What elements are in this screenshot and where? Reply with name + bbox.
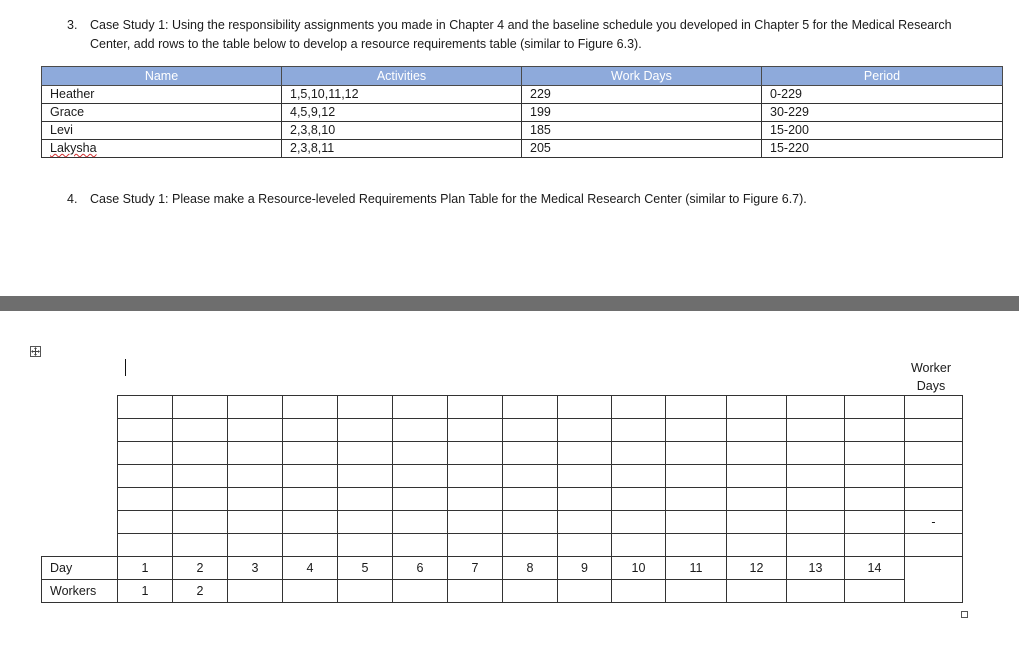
workers-row [42, 580, 963, 603]
worker-days-cell[interactable] [905, 396, 963, 419]
header-activities: Activities [282, 67, 522, 86]
workers-count-cell[interactable] [338, 580, 393, 603]
workers-count-cell[interactable]: 2 [173, 580, 228, 603]
plan-cell[interactable] [448, 442, 503, 465]
plan-cell[interactable] [845, 534, 905, 557]
blank-cell [42, 442, 118, 465]
plan-cell[interactable] [845, 396, 905, 419]
day-number-cell[interactable]: 10 [612, 557, 666, 580]
plan-cell[interactable] [787, 511, 845, 534]
plan-cell[interactable] [393, 442, 448, 465]
plan-cell[interactable] [612, 396, 666, 419]
plan-cell[interactable] [393, 419, 448, 442]
cell-period[interactable]: 15-220 [762, 140, 1003, 158]
day-number-cell[interactable]: 2 [173, 557, 228, 580]
plan-cell[interactable] [283, 465, 338, 488]
plan-cell[interactable] [558, 534, 612, 557]
plan-cell[interactable] [787, 488, 845, 511]
plan-cell[interactable] [845, 419, 905, 442]
plan-cell[interactable] [448, 396, 503, 419]
cell-activities[interactable]: 1,5,10,11,12 [282, 86, 522, 104]
plan-cell[interactable] [666, 396, 727, 419]
plan-cell[interactable] [448, 488, 503, 511]
plan-cell[interactable] [118, 442, 173, 465]
resource-table-header-row [42, 67, 1003, 86]
day-number-cell[interactable]: 9 [558, 557, 612, 580]
plan-cell[interactable] [666, 419, 727, 442]
day-number-cell[interactable]: 3 [228, 557, 283, 580]
plan-cell[interactable] [118, 534, 173, 557]
plan-cell[interactable] [338, 419, 393, 442]
plan-cell[interactable] [448, 511, 503, 534]
question-3 [67, 16, 967, 56]
plan-cell[interactable] [727, 465, 787, 488]
worker-days-cell[interactable] [905, 488, 963, 511]
plan-cell[interactable] [173, 534, 228, 557]
plan-cell[interactable] [727, 419, 787, 442]
plan-cell[interactable] [448, 419, 503, 442]
cell-work-days[interactable]: 229 [522, 86, 762, 104]
plan-cell[interactable] [228, 511, 283, 534]
day-number-cell[interactable]: 13 [787, 557, 845, 580]
plan-cell[interactable] [338, 465, 393, 488]
question-4 [67, 190, 967, 210]
resource-leveled-plan-table [41, 395, 963, 603]
plan-cell[interactable] [558, 465, 612, 488]
worker-days-header: Worker Days [910, 361, 952, 393]
worker-days-cell[interactable] [905, 534, 963, 557]
cell-activities[interactable]: 2,3,8,11 [282, 140, 522, 158]
spellcheck-flagged-word[interactable]: Lakysha [50, 141, 97, 155]
plan-cell[interactable] [393, 396, 448, 419]
plan-cell[interactable] [173, 419, 228, 442]
workers-label: Workers [42, 580, 118, 603]
plan-cell[interactable] [845, 511, 905, 534]
plan-cell[interactable] [503, 442, 558, 465]
plan-cell[interactable] [558, 396, 612, 419]
workers-count-cell[interactable]: 1 [118, 580, 173, 603]
plan-cell[interactable] [558, 442, 612, 465]
plan-cell[interactable] [118, 396, 173, 419]
cell-name[interactable] [42, 140, 282, 158]
plan-cell[interactable] [118, 419, 173, 442]
worker-days-cell[interactable]: - [905, 511, 963, 534]
plan-cell[interactable] [666, 511, 727, 534]
question-4-number: 4. [67, 192, 78, 206]
plan-cell[interactable] [612, 442, 666, 465]
cell-work-days[interactable]: 205 [522, 140, 762, 158]
cell-period[interactable]: 0-229 [762, 86, 1003, 104]
plan-cell[interactable] [787, 419, 845, 442]
plan-cell[interactable] [612, 419, 666, 442]
plan-cell[interactable] [173, 396, 228, 419]
worker-days-cell[interactable] [905, 465, 963, 488]
plan-cell[interactable] [448, 534, 503, 557]
blank-cell [42, 396, 118, 419]
cell-work-days[interactable]: 199 [522, 104, 762, 122]
day-number-cell[interactable]: 12 [727, 557, 787, 580]
day-label: Day [42, 557, 118, 580]
workers-count-cell[interactable] [666, 580, 727, 603]
cell-period[interactable]: 15-200 [762, 122, 1003, 140]
blank-cell [42, 488, 118, 511]
move-icon[interactable] [30, 346, 41, 357]
plan-cell[interactable] [283, 534, 338, 557]
plan-cell[interactable] [558, 419, 612, 442]
plan-cell[interactable] [845, 442, 905, 465]
plan-cell[interactable] [845, 488, 905, 511]
workers-count-cell[interactable] [283, 580, 338, 603]
cell-period[interactable]: 30-229 [762, 104, 1003, 122]
table-row [42, 140, 1003, 158]
plan-cell[interactable] [338, 396, 393, 419]
plan-cell[interactable] [118, 488, 173, 511]
plan-cell[interactable] [612, 511, 666, 534]
header-name: Name [42, 67, 282, 86]
workers-count-cell[interactable] [727, 580, 787, 603]
plan-cell[interactable] [503, 534, 558, 557]
plan-cell[interactable] [787, 396, 845, 419]
plan-cell[interactable] [338, 488, 393, 511]
plan-cell[interactable] [727, 488, 787, 511]
day-number-cell[interactable]: 4 [283, 557, 338, 580]
page-break-separator [0, 296, 1019, 311]
plan-cell[interactable] [228, 534, 283, 557]
plan-cell[interactable] [787, 534, 845, 557]
plan-cell[interactable] [173, 511, 228, 534]
plan-cell[interactable] [173, 488, 228, 511]
plan-cell[interactable] [503, 511, 558, 534]
plan-cell[interactable] [283, 488, 338, 511]
blank-cell [42, 465, 118, 488]
plan-cell[interactable] [173, 442, 228, 465]
table-row [42, 104, 1003, 122]
plan-cell[interactable] [666, 488, 727, 511]
table-row [42, 122, 1003, 140]
day-number-cell[interactable]: 14 [845, 557, 905, 580]
blank-cell [42, 534, 118, 557]
workers-count-cell[interactable] [845, 580, 905, 603]
worker-days-cell[interactable] [905, 419, 963, 442]
plan-cell[interactable] [228, 396, 283, 419]
question-3-text: Case Study 1: Using the responsibility assignments you made in Chapter 4 and the baseline schedule you developed in Chapter 5 for the Medical Research Center, add rows to the table below to develop a resource requirements table (similar to Figure 6.3). [90, 18, 952, 51]
cell-name[interactable]: Grace [42, 104, 282, 122]
plan-cell[interactable] [228, 442, 283, 465]
plan-cell[interactable] [448, 465, 503, 488]
header-work-days: Work Days [522, 67, 762, 86]
plan-cell[interactable] [283, 511, 338, 534]
plan-cell[interactable] [118, 465, 173, 488]
plan-cell[interactable] [393, 511, 448, 534]
plan-cell[interactable] [666, 442, 727, 465]
plan-cell[interactable] [727, 511, 787, 534]
plan-cell[interactable] [558, 488, 612, 511]
plan-cell[interactable] [727, 442, 787, 465]
plan-row [42, 511, 963, 534]
plan-cell[interactable] [338, 442, 393, 465]
workers-count-cell[interactable] [612, 580, 666, 603]
plan-cell[interactable] [845, 465, 905, 488]
plan-cell[interactable] [612, 465, 666, 488]
cell-work-days[interactable]: 185 [522, 122, 762, 140]
plan-cell[interactable] [283, 396, 338, 419]
day-number-cell[interactable]: 8 [503, 557, 558, 580]
cell-activities[interactable]: 2,3,8,10 [282, 122, 522, 140]
plan-row [42, 396, 963, 419]
plan-row [42, 419, 963, 442]
plan-cell[interactable] [283, 442, 338, 465]
plan-row [42, 534, 963, 557]
day-row [42, 557, 963, 580]
plan-cell[interactable] [393, 488, 448, 511]
blank-cell [42, 419, 118, 442]
workers-count-cell[interactable] [503, 580, 558, 603]
day-number-cell[interactable]: 7 [448, 557, 503, 580]
plan-cell[interactable] [173, 465, 228, 488]
question-4-text: Case Study 1: Please make a Resource-leveled Requirements Plan Table for the Medical Research Center (similar to Figure 6.7). [90, 192, 807, 206]
plan-cell[interactable] [228, 465, 283, 488]
plan-row [42, 442, 963, 465]
plan-cell[interactable] [283, 419, 338, 442]
plan-cell[interactable] [118, 511, 173, 534]
day-number-cell[interactable]: 11 [666, 557, 727, 580]
plan-cell[interactable] [727, 534, 787, 557]
blank-cell [42, 511, 118, 534]
plan-cell[interactable] [393, 465, 448, 488]
resize-handle-icon[interactable] [961, 611, 968, 618]
plan-cell[interactable] [612, 534, 666, 557]
plan-cell[interactable] [787, 465, 845, 488]
workers-count-cell[interactable] [558, 580, 612, 603]
plan-cell[interactable] [727, 396, 787, 419]
plan-row [42, 465, 963, 488]
plan-cell[interactable] [228, 419, 283, 442]
worker-days-total-cell[interactable] [905, 557, 963, 603]
plan-cell[interactable] [558, 511, 612, 534]
plan-cell[interactable] [338, 534, 393, 557]
plan-cell[interactable] [666, 534, 727, 557]
day-number-cell[interactable]: 5 [338, 557, 393, 580]
day-number-cell[interactable]: 1 [118, 557, 173, 580]
table-row [42, 86, 1003, 104]
question-3-number: 3. [67, 18, 78, 32]
workers-count-cell[interactable] [448, 580, 503, 603]
workers-count-cell[interactable] [787, 580, 845, 603]
workers-count-cell[interactable] [393, 580, 448, 603]
plan-cell[interactable] [503, 465, 558, 488]
text-cursor [125, 359, 126, 376]
plan-cell[interactable] [503, 488, 558, 511]
plan-cell[interactable] [612, 488, 666, 511]
plan-cell[interactable] [228, 488, 283, 511]
workers-count-cell[interactable] [228, 580, 283, 603]
cell-name[interactable]: Heather [42, 86, 282, 104]
plan-cell[interactable] [787, 442, 845, 465]
day-number-cell[interactable]: 6 [393, 557, 448, 580]
plan-row [42, 488, 963, 511]
plan-cell[interactable] [393, 534, 448, 557]
worker-days-cell[interactable] [905, 442, 963, 465]
cell-activities[interactable]: 4,5,9,12 [282, 104, 522, 122]
cell-name[interactable]: Levi [42, 122, 282, 140]
plan-cell[interactable] [338, 511, 393, 534]
resource-requirements-table [41, 66, 1003, 158]
plan-cell[interactable] [666, 465, 727, 488]
header-period: Period [762, 67, 1003, 86]
plan-cell[interactable] [503, 396, 558, 419]
plan-cell[interactable] [503, 419, 558, 442]
